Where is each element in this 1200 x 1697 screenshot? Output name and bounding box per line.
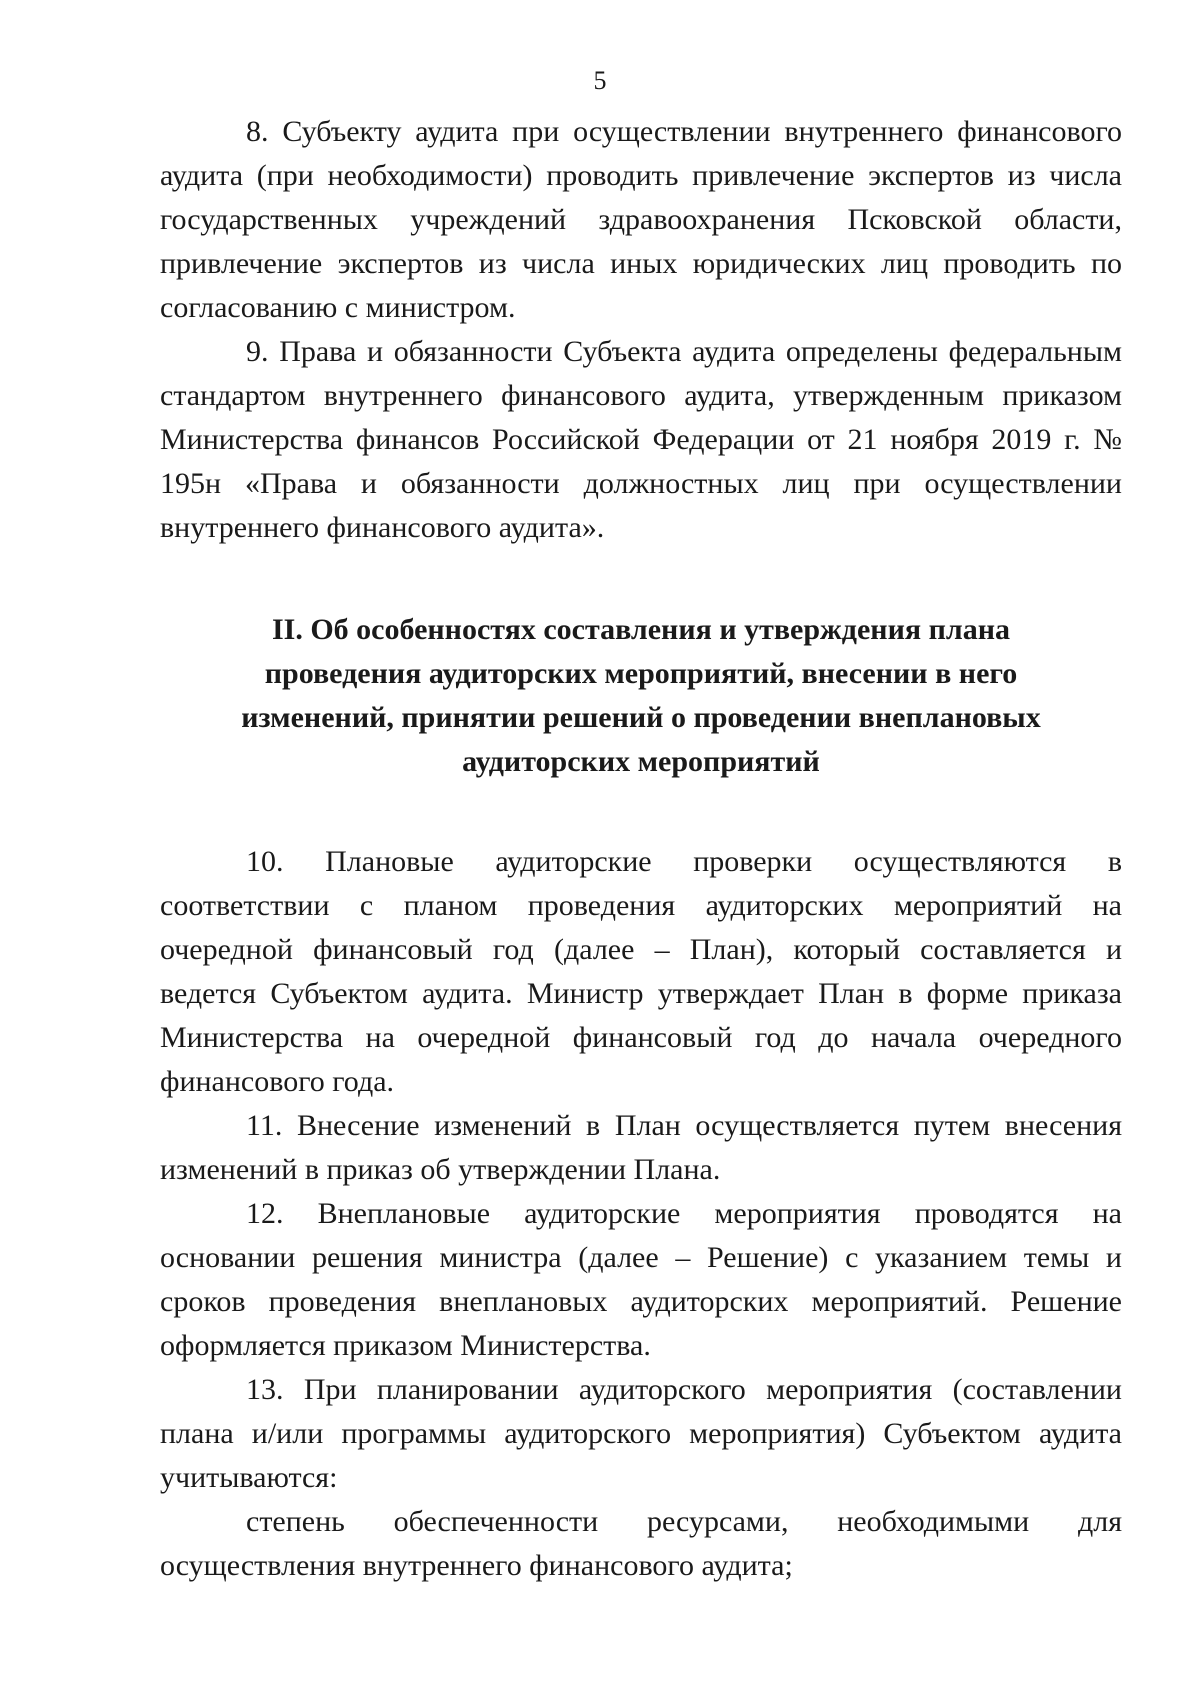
paragraph-10: 10. Плановые аудиторские проверки осуществляются в соответствии с планом проведения аудиторских мероприятий на очередной финансовый год (далее – План), который составляется и ведется Субъектом аудита. Министр утверждает План в форме приказа Министерства на очередной финансовый год до начала очередного финансового года. (160, 845, 1122, 1098)
paragraph-12: 12. Внеплановые аудиторские мероприятия проводятся на основании решения министра (далее – Решение) с указанием темы и сроков проведения внеплановых аудиторских мероприятий. Решение оформляется приказом Министерства. (160, 1197, 1122, 1362)
paragraph-11: 11. Внесение изменений в План осуществляется путем внесения изменений в приказ об утверждении Плана. (160, 1109, 1122, 1186)
paragraph-8: 8. Субъекту аудита при осуществлении внутреннего финансового аудита (при необходимости) проводить привлечение экспертов из числа государственных учреждений здравоохранения Псковской области, привлечение экспертов из числа иных юридических лиц проводить по согласованию с министром. (160, 115, 1122, 324)
document-body (160, 110, 1122, 1588)
paragraph-13: 13. При планировании аудиторского мероприятия (составлении плана и/или программы аудиторского мероприятия) Субъектом аудита учитываются: (160, 1373, 1122, 1494)
paragraph-9: 9. Права и обязанности Субъекта аудита определены федеральным стандартом внутреннего финансового аудита, утвержденным приказом Министерства финансов Российской Федерации от 21 ноября 2019 г. № 195н «Права и обязанности должностных лиц при осуществлении внутреннего финансового аудита». (160, 335, 1122, 544)
page-number: 5 (593, 66, 607, 95)
section-heading: II. Об особенностях составления и утверждения плана проведения аудиторских мероприятий, внесении в него изменений, принятии решений о проведении внеплановых аудиторских мероприятий (241, 613, 1041, 778)
list-item: степень обеспеченности ресурсами, необходимыми для осуществления внутреннего финансового аудита; (160, 1505, 1122, 1582)
